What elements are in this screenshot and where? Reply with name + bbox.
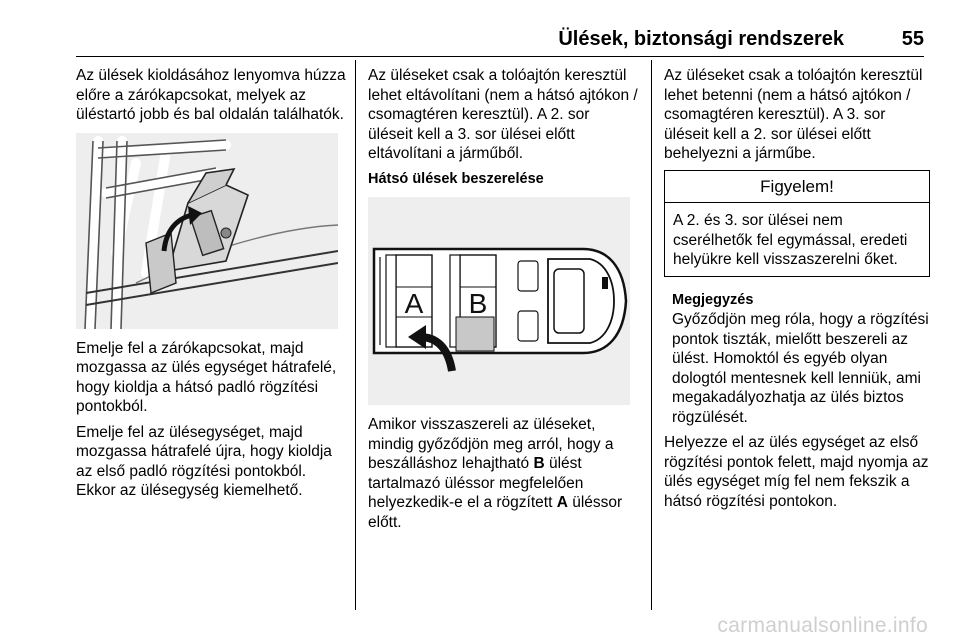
section-title: Ülések, biztonsági rendszerek — [558, 28, 844, 50]
paragraph-lift-unit: Emelje fel az ülésegységet, majd mozgassa hátrafelé újra, hogy kioldja az első padló rögzítési pontokból. Ekkor az ülésegység kiemelhető. — [76, 423, 332, 499]
paragraph-lift-latches: Emelje fel a zárókapcsokat, majd mozgassa az ülés egységet hátrafelé, hogy kioldja a hátsó padló rögzítési pontokból. — [76, 339, 337, 415]
column-right — [664, 66, 930, 517]
warning-text: A 2. és 3. sor ülései nem cserélhetők fel egymással, eredeti helyükre kell visszaszerelni őket. — [673, 212, 908, 268]
paragraph-release-latches: Az ülések kioldásához lenyomva húzza előre a zárókapcsokat, melyek az üléstartó jobb és bal oldalán találhatók. — [76, 67, 346, 123]
note-title: Megjegyzés — [672, 291, 754, 308]
van-seat-layout-diagram — [368, 197, 630, 405]
paragraph-position-seat-unit: Helyezze el az ülés egységet az első rögzítési pontok felett, majd nyomja az ülés egységet míg fel nem fekszik a hátsó rögzítési pontokon. — [664, 434, 929, 510]
warning-title: Figyelem! — [665, 171, 929, 204]
note-block — [664, 291, 930, 428]
column-left — [76, 66, 346, 507]
note-text: Győződjön meg róla, hogy a rögzítési pontok tiszták, mielőtt beszereli az ülést. Homoktól és egyéb olyan dologtól mentesnek kell lenniük, ami megakadályozhatja az ülés biztos rögzülését. — [672, 311, 929, 426]
paragraph-insert-via-sliding-door: Az üléseket csak a tolóajtón keresztül lehet betenni (nem a hátsó ajtókon / csomagtéren keresztül). A 3. sor üléseit kell a 2. sor ülései előtt behelyezni a járműbe. — [664, 67, 923, 162]
column-divider-left — [355, 60, 356, 610]
paragraph-remove-via-sliding-door: Az üléseket csak a tolóajtón keresztül lehet eltávolítani (nem a hátsó ajtókon / csomagtéren keresztül). A 2. sor üléseit kell a 3. sor ülései előtt eltávolítani a járműből. — [368, 67, 638, 162]
column-divider-right — [651, 60, 652, 610]
watermark: carmanualsonline.info — [717, 614, 928, 637]
paragraph-reinstall-order: Amikor visszaszereli az üléseket, mindig győződjön meg arról, hogy a beszálláshoz lehajtható B ülést tartalmazó üléssor megfelelően helyezkedik-e el a rögzített A üléssor előtt. — [368, 416, 623, 531]
seat-latch-illustration — [76, 133, 338, 329]
warning-box — [664, 170, 930, 277]
page-header — [76, 28, 924, 54]
seat-row-label-a: A — [404, 288, 424, 319]
header-divider — [76, 56, 924, 57]
page-number: 55 — [901, 28, 924, 50]
subheading-rear-seat-installation: Hátsó ülések beszerelése — [368, 170, 544, 187]
column-middle — [368, 66, 638, 538]
seat-row-label-b: B — [468, 288, 488, 319]
